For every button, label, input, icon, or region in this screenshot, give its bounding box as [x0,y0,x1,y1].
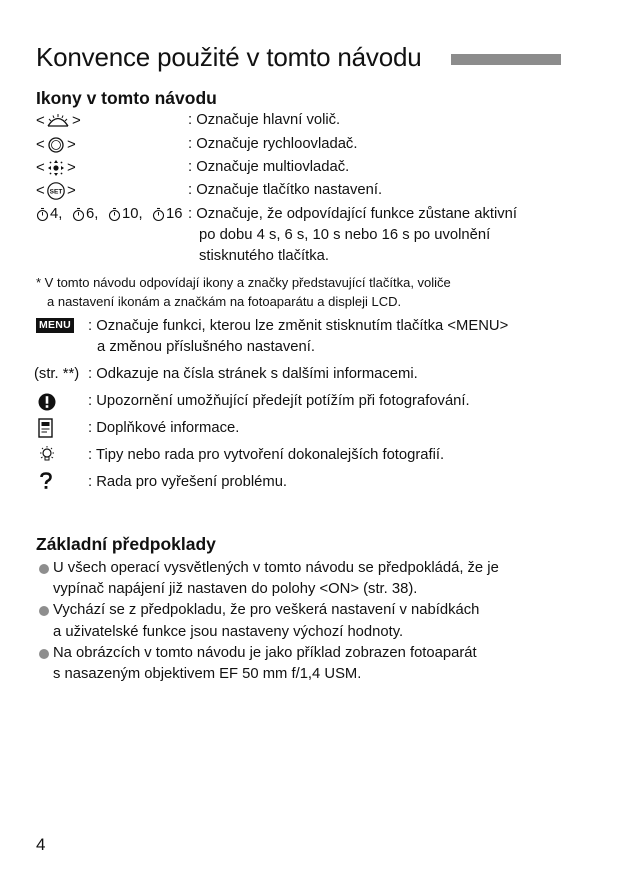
memo-icon [38,418,54,438]
menu-icon: MENU [36,318,74,333]
caution-icon [38,393,56,411]
menu-desc-line-2: a změnou příslušného nastavení. [97,339,315,355]
icon-desc-main-dial: : Označuje hlavní volič. [188,112,341,128]
timer-label-10: 10, [122,206,143,222]
bullet-dot [39,649,49,659]
timer-desc-line-3: stisknutého tlačítka. [199,248,329,264]
basic-bullet-2-line-2: a uživatelské funkce jsou nastaveny výchozí hodnoty. [53,624,404,640]
timer-label-6: 6, [86,206,99,222]
memo-desc: : Doplňkové informace. [88,420,240,436]
basic-bullet-3-line-2: s nasazeným objektivem EF 50 mm f/1,4 USM. [53,666,362,682]
menu-desc-line-1: : Označuje funkci, kterou lze změnit stisknutím tlačítka <MENU> [88,318,509,334]
page-number: 4 [36,835,46,854]
timer-label-4: 4, [50,206,63,222]
troubleshooting-desc: : Rada pro vyřešení problému. [88,474,288,490]
timer-icon [36,207,49,222]
page-title: Konvence použité v tomto návodu [36,42,422,72]
page-ref-desc: : Odkazuje na čísla stránek s dalšími informacemi. [88,366,418,382]
basic-bullet-1-line-1: U všech operací vysvětlených v tomto návodu se předpokládá, že je [53,560,499,576]
section-heading-icons: Ikony v tomto návodu [36,88,217,108]
icon-row-main-dial: < > [36,112,81,129]
tip-desc: : Tipy nebo rada pro vytvoření dokonalejších fotografií. [88,447,445,463]
icon-desc-set-button: : Označuje tlačítko nastavení. [188,182,383,198]
section-heading-basic: Základní předpoklady [36,534,216,554]
timer-icon [108,207,121,222]
caution-desc: : Upozornění umožňující předejít potížím při fotografování. [88,393,470,409]
basic-bullet-2-line-1: Vychází se z předpokladu, že pro veškerá nastavení v nabídkách [53,602,480,618]
set-button-icon [46,181,66,201]
timer-icon [72,207,85,222]
title-decoration-bar [451,54,561,65]
footnote-line-1: * V tomto návodu odpovídají ikony a značky představující tlačítka, voliče [36,275,451,290]
lightbulb-tip-icon [37,445,57,465]
icon-row-multi-controller: < > [36,159,76,176]
icon-desc-multi-controller: : Označuje multiovladač. [188,159,350,175]
set-button-label: SET [49,188,63,196]
timer-label-16: 16 [166,206,183,222]
icon-row-set-button: < SET > [36,182,76,199]
main-dial-icon [46,111,70,129]
timer-desc-line-2: po dobu 4 s, 6 s, 10 s nebo 16 s po uvolnění [199,227,491,243]
icon-row-quick-dial: < > [36,136,76,153]
quick-control-dial-icon [47,136,65,154]
question-mark-icon [39,472,53,490]
bullet-dot [39,606,49,616]
bullet-dot [39,564,49,574]
basic-bullet-1-line-2: vypínač napájení již nastaven do polohy <ON> (str. 38). [53,581,418,597]
timer-desc-line-1: : Označuje, že odpovídající funkce zůstane aktivní [188,206,518,222]
icon-desc-quick-dial: : Označuje rychloovladač. [188,136,358,152]
timer-icons-row [36,204,186,225]
footnote-line-2: a nastavení ikonám a značkám na fotoaparátu a displeji LCD. [47,294,402,309]
multi-controller-icon [47,159,65,177]
page-ref-label: (str. **) [34,366,80,382]
basic-bullet-3-line-1: Na obrázcích v tomto návodu je jako příklad zobrazen fotoaparát [53,645,477,661]
timer-icon [152,207,165,222]
